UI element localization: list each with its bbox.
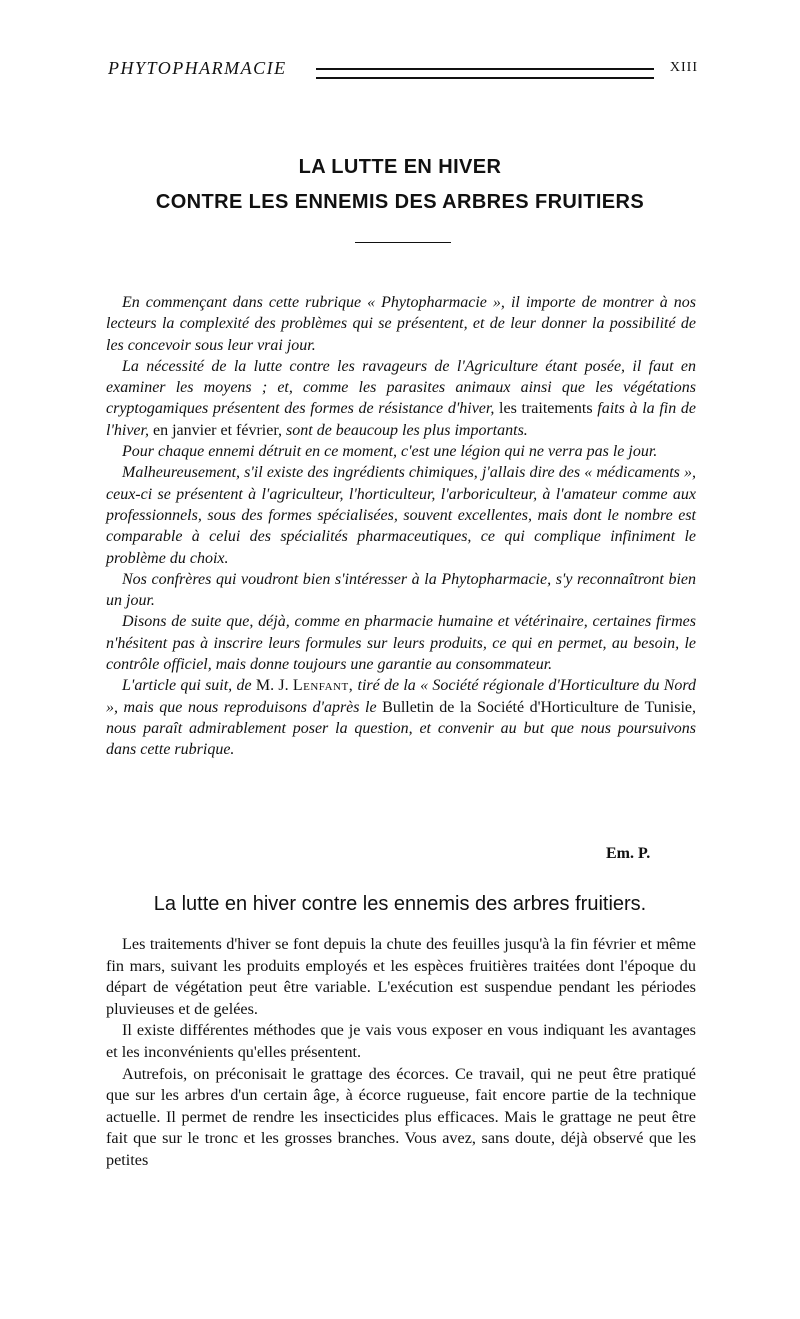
article-title: La lutte en hiver contre les ennemis des arbres fruitiers. (153, 893, 647, 915)
body-paragraph-1: Les traitements d'hiver se font depuis la chute des feuilles jusqu'à la fin février et même fin mars, suivant les produits employés et les espèces fruitières traitées dont l'époque du départ de végétation peut être variable. L'exécution est suspendue pendant les périodes pluvieuses et de gelées. (106, 935, 696, 1018)
double-rule-divider (316, 68, 654, 79)
intro-paragraph-6: Disons de suite que, déjà, comme en pharmacie humaine et vétérinaire, certaines firmes n'hésitent pas à inscrire leurs formules sur leurs produits, ce qui en permet, au besoin, le contrôle officiel, mais donne toujours une garantie au consommateur. (106, 613, 696, 674)
body-paragraph-2: Il existe différentes méthodes que je vais vous exposer en vous indiquant les avantages et les inconvénients qu'elles présentent. (106, 1021, 696, 1061)
page-number: XIII (669, 60, 698, 75)
intro-paragraph-5: Nos confrères qui voudront bien s'intéresser à la Phytopharmacie, s'y reconnaîtront bien un jour. (106, 570, 696, 610)
editor-signature: Em. P. (606, 845, 651, 862)
intro-paragraph-7: L'article qui suit, de M. J. Lenfant, tiré de la « Société régionale d'Horticulture du Nord », mais que nous reproduisons d'après le Bulletin de la Société d'Horticulture de Tunisie, nous paraît admirablement poser la question, et convenir au but que nous poursuivons dans cette rubrique. (106, 677, 697, 759)
article-body (106, 934, 696, 1172)
intro-paragraph-2: La nécessité de la lutte contre les ravageurs de l'Agriculture étant posée, il faut en examiner les moyens ; et, comme les parasites animaux ainsi que les végétations cryptogamiques présentent des formes de résistance d'hiver, les traitements faits à la fin de l'hiver, en janvier et février, sont de beaucoup les plus importants. (106, 357, 697, 439)
title-divider (355, 242, 451, 243)
running-title: PHYTOPHARMACIE (108, 58, 287, 78)
title-line-1: LA LUTTE EN HIVER (298, 156, 502, 178)
title-line-2: CONTRE LES ENNEMIS DES ARBRES FRUITIERS (155, 191, 645, 213)
intro-paragraph-1: En commençant dans cette rubrique « Phytopharmacie », il importe de montrer à nos lecteurs la complexité des problèmes qui se présentent, et de leur donner la possibilité de les concevoir sous leur vrai jour. (106, 294, 696, 354)
body-paragraph-3: Autrefois, on préconisait le grattage des écorces. Ce travail, qui ne peut être pratiqué que sur les arbres d'un certain âge, à écorce rugueuse, fait encore partie de la technique actuelle. Il permet de rendre les insecticides plus efficaces. Mais le grattage ne peut être fait que sur le tronc et les grosses branches. Vous avez, sans doute, déjà observé que les petites (106, 1064, 696, 1169)
intro-paragraph-3: Pour chaque ennemi détruit en ce moment, c'est une légion qui ne verra pas le jour. (122, 443, 658, 461)
editorial-introduction (106, 292, 696, 761)
author-name: Lenfant, (292, 677, 354, 695)
running-head (108, 58, 698, 88)
intro-paragraph-4: Malheureusement, s'il existe des ingrédients chimiques, j'allais dire des « médicaments », ceux-ci se présentent à l'agriculteur, l'horticulteur, l'arboriculteur, à l'amateur comme aux professionnels, sous des formes spécialisées, souvent excellentes, mais dont le nombre est comparable à celui des spécialités pharmaceutiques, ce qui complique infiniment le problème du choix. (106, 464, 696, 567)
